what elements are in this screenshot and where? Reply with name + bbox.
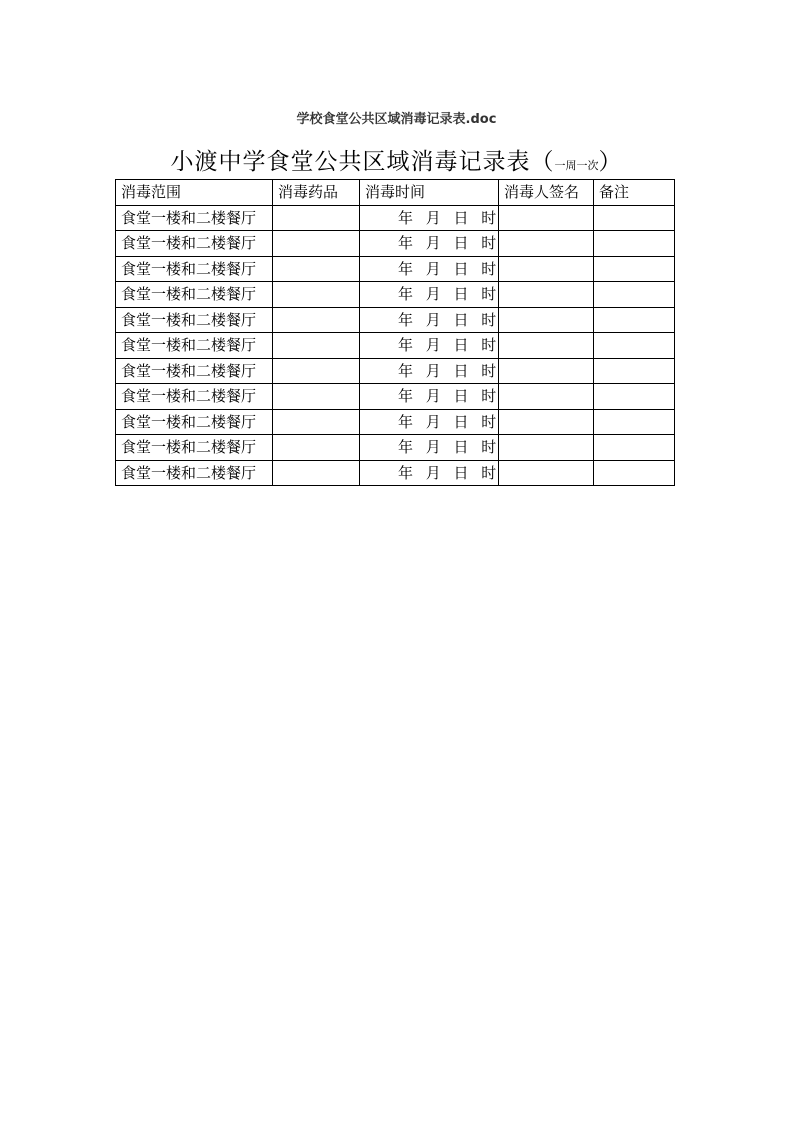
cell-signer[interactable] [499,205,594,231]
cell-time[interactable]: 年 月 日 时 [360,282,499,308]
cell-agent[interactable] [273,307,360,333]
cell-note[interactable] [594,460,675,486]
cell-area: 食堂一楼和二楼餐厅 [116,282,273,308]
title-paren-open: （ [530,149,555,175]
table-row [116,409,675,435]
cell-area: 食堂一楼和二楼餐厅 [116,333,273,359]
cell-time[interactable]: 年 月 日 时 [360,460,499,486]
cell-signer[interactable] [499,256,594,282]
cell-agent[interactable] [273,231,360,257]
title-paren-close: ） [598,149,623,175]
cell-agent[interactable] [273,333,360,359]
cell-area: 食堂一楼和二楼餐厅 [116,435,273,461]
table-row [116,256,675,282]
cell-note[interactable] [594,282,675,308]
table-row [116,358,675,384]
cell-agent[interactable] [273,282,360,308]
cell-agent[interactable] [273,256,360,282]
cell-note[interactable] [594,333,675,359]
cell-time[interactable]: 年 月 日 时 [360,409,499,435]
table-row [116,282,675,308]
cell-signer[interactable] [499,384,594,410]
cell-note[interactable] [594,409,675,435]
cell-agent[interactable] [273,460,360,486]
header-signer: 消毒人签名 [499,180,594,206]
cell-time[interactable]: 年 月 日 时 [360,333,499,359]
header-note: 备注 [594,180,675,206]
cell-time[interactable]: 年 月 日 时 [360,307,499,333]
table-row [116,435,675,461]
disinfection-record-table [115,179,675,486]
table-row [116,205,675,231]
cell-area: 食堂一楼和二楼餐厅 [116,460,273,486]
cell-area: 食堂一楼和二楼餐厅 [116,384,273,410]
cell-signer[interactable] [499,333,594,359]
cell-note[interactable] [594,231,675,257]
cell-agent[interactable] [273,205,360,231]
cell-area: 食堂一楼和二楼餐厅 [116,205,273,231]
page-title-text: 小渡中学食堂公共区域消毒记录表 [170,149,531,175]
cell-area: 食堂一楼和二楼餐厅 [116,358,273,384]
cell-time[interactable]: 年 月 日 时 [360,231,499,257]
cell-agent[interactable] [273,409,360,435]
cell-note[interactable] [594,256,675,282]
table-row [116,333,675,359]
cell-note[interactable] [594,205,675,231]
cell-agent[interactable] [273,384,360,410]
table-body [116,205,675,486]
cell-signer[interactable] [499,307,594,333]
cell-time[interactable]: 年 月 日 时 [360,358,499,384]
cell-agent[interactable] [273,358,360,384]
cell-time[interactable]: 年 月 日 时 [360,205,499,231]
cell-signer[interactable] [499,282,594,308]
cell-note[interactable] [594,384,675,410]
table-row [116,384,675,410]
header-agent: 消毒药品 [273,180,360,206]
cell-area: 食堂一楼和二楼餐厅 [116,231,273,257]
cell-note[interactable] [594,358,675,384]
page-title [0,143,793,176]
cell-time[interactable]: 年 月 日 时 [360,256,499,282]
cell-signer[interactable] [499,231,594,257]
header-time: 消毒时间 [360,180,499,206]
cell-signer[interactable] [499,409,594,435]
table-row [116,460,675,486]
table-row [116,231,675,257]
cell-time[interactable]: 年 月 日 时 [360,435,499,461]
cell-area: 食堂一楼和二楼餐厅 [116,409,273,435]
header-area: 消毒范围 [116,180,273,206]
cell-signer[interactable] [499,460,594,486]
document-filename-header: 学校食堂公共区域消毒记录表.doc [296,112,497,127]
cell-area: 食堂一楼和二楼餐厅 [116,307,273,333]
cell-area: 食堂一楼和二楼餐厅 [116,256,273,282]
cell-note[interactable] [594,435,675,461]
cell-signer[interactable] [499,358,594,384]
cell-note[interactable] [594,307,675,333]
table-header-row [116,180,675,206]
cell-time[interactable]: 年 月 日 时 [360,384,499,410]
cell-signer[interactable] [499,435,594,461]
table-row [116,307,675,333]
title-frequency: 一周一次 [554,159,599,172]
cell-agent[interactable] [273,435,360,461]
